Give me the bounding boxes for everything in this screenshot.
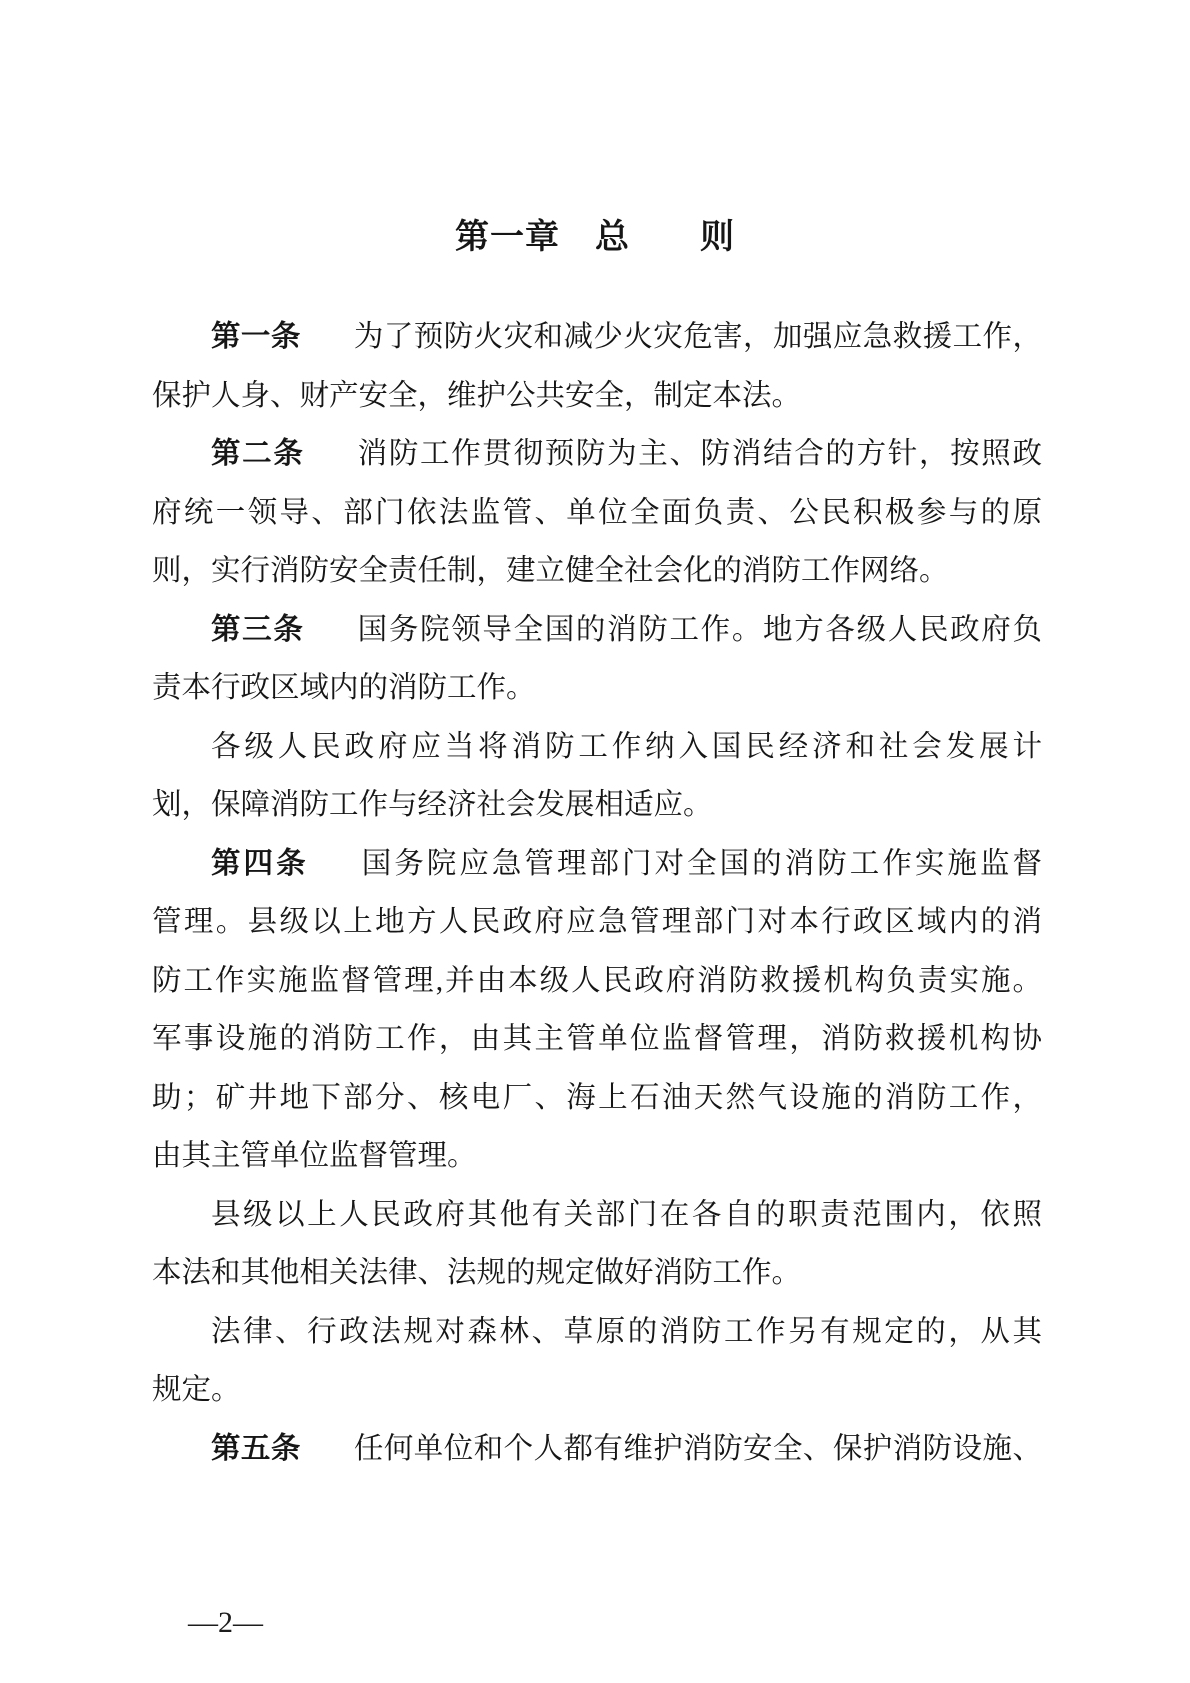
text-line xyxy=(152,952,1042,1011)
line-text: 规定。 xyxy=(152,1374,241,1406)
line-text: 划，保障消防工作与经济社会发展相适应。 xyxy=(152,789,713,821)
text-line xyxy=(152,1361,1042,1420)
line-text: 国务院领导全国的消防工作。地方各级人民政府负 xyxy=(357,613,1042,646)
line-text: 消防工作贯彻预防为主、防消结合的方针，按照政 xyxy=(357,438,1042,470)
text-line xyxy=(152,542,1042,601)
line-text: 任何单位和个人都有维护消防安全、保护消防设施、 xyxy=(353,1432,1042,1465)
article-number: 第一条 xyxy=(211,320,301,353)
article-number: 第五条 xyxy=(211,1431,301,1465)
line-text: 各级人民政府应当将消防工作纳入国民经济和社会发展计 xyxy=(211,730,1042,763)
text-line xyxy=(152,1127,1042,1186)
line-text: 则，实行消防安全责任制，建立健全社会化的消防工作网络。 xyxy=(152,555,949,587)
chapter-title: 第一章 总 则 xyxy=(455,218,735,256)
document-body xyxy=(152,308,1042,1478)
line-text: 由其主管单位监督管理。 xyxy=(152,1140,477,1172)
article-number: 第二条 xyxy=(211,437,305,470)
text-line xyxy=(152,776,1042,835)
text-line xyxy=(152,1303,1042,1362)
line-text: 县级以上人民政府其他有关部门在各自的职责范围内，依照 xyxy=(211,1198,1042,1231)
line-text: 保护人身、财产安全，维护公共安全，制定本法。 xyxy=(152,379,802,412)
text-line xyxy=(152,425,1042,484)
text-line xyxy=(152,484,1042,543)
page-number: —2— xyxy=(188,1606,263,1639)
text-line xyxy=(152,1186,1042,1245)
text-line xyxy=(152,718,1042,777)
text-line xyxy=(152,308,1042,367)
text-line xyxy=(152,601,1042,660)
text-line xyxy=(152,1244,1042,1303)
line-text: 防工作实施监督管理,并由本级人民政府消防救援机构负责实施。 xyxy=(152,964,1042,997)
line-text: 国务院应急管理部门对全国的消防工作实施监督 xyxy=(361,847,1042,880)
text-line xyxy=(152,1069,1042,1128)
line-text: 助；矿井地下部分、核电厂、海上石油天然气设施的消防工作， xyxy=(152,1081,1042,1114)
text-line xyxy=(152,1420,1042,1479)
article-number: 第三条 xyxy=(211,612,305,646)
line-text: 法律、行政法规对森林、草原的消防工作另有规定的，从其 xyxy=(211,1315,1042,1348)
line-text: 本法和其他相关法律、法规的规定做好消防工作。 xyxy=(152,1257,802,1289)
line-text: 军事设施的消防工作，由其主管单位监督管理，消防救援机构协 xyxy=(152,1023,1042,1055)
text-line xyxy=(152,1010,1042,1069)
text-line xyxy=(152,659,1042,718)
text-line xyxy=(152,835,1042,894)
line-text: 府统一领导、部门依法监管、单位全面负责、公民积极参与的原 xyxy=(152,496,1042,529)
text-line xyxy=(152,893,1042,952)
line-text: 管理。县级以上地方人民政府应急管理部门对本行政区域内的消 xyxy=(152,906,1042,938)
text-line xyxy=(152,367,1042,426)
line-text: 责本行政区域内的消防工作。 xyxy=(152,672,536,704)
line-text: 为了预防火灾和减少火灾危害，加强应急救援工作， xyxy=(353,321,1042,353)
article-number: 第四条 xyxy=(211,846,309,880)
